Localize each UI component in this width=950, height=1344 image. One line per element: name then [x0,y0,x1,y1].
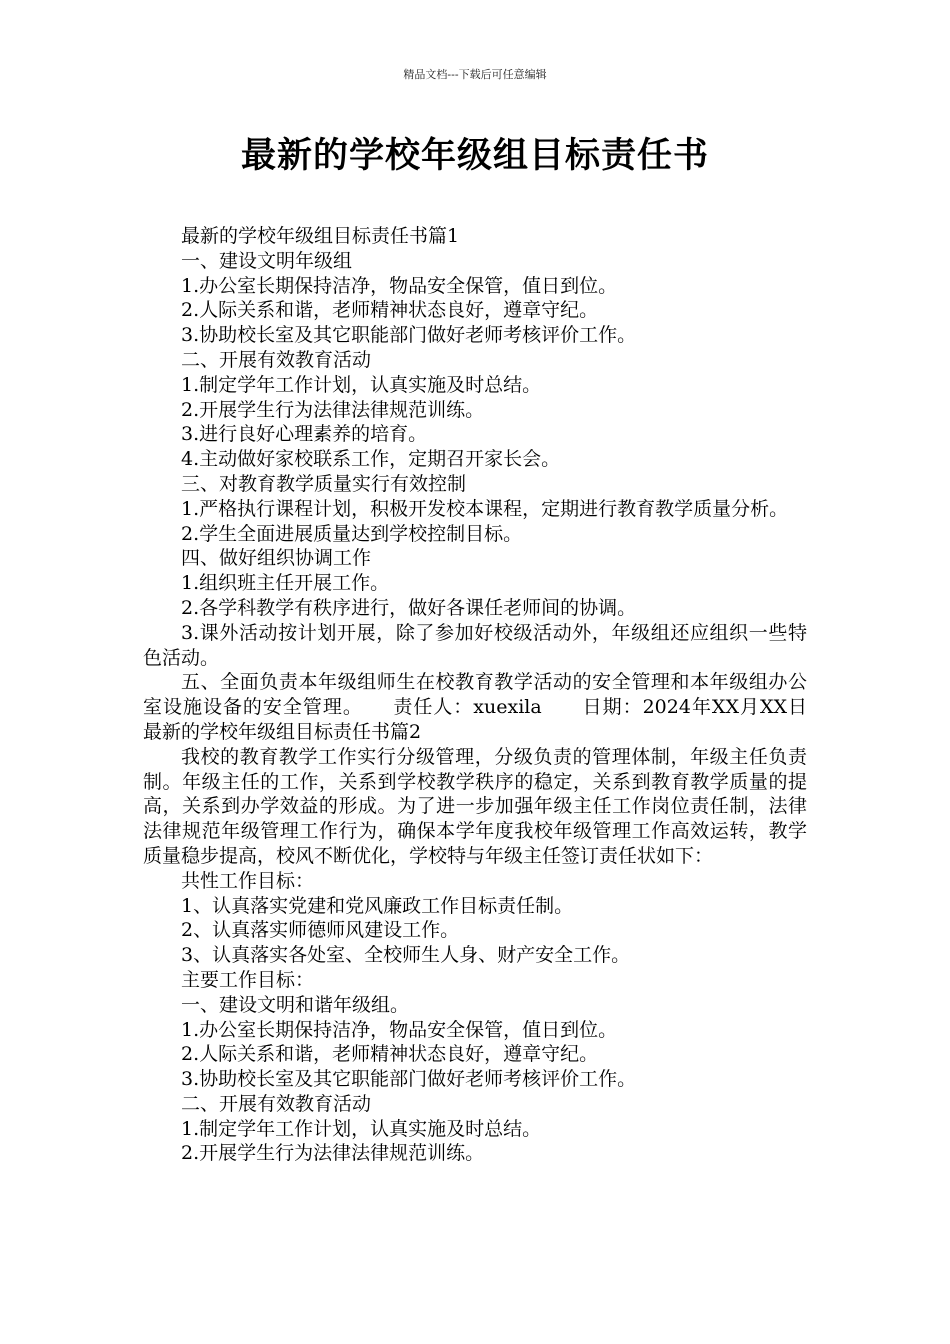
paragraph-item: 3.协助校长室及其它职能部门做好老师考核评价工作。 [181,324,637,347]
paragraph-item: 2.开展学生行为法律法律规范训练。 [181,1142,485,1165]
paragraph-item: 1.办公室长期保持洁净，物品安全保管，值日到位。 [181,1018,618,1041]
paragraph-heading: 二、开展有效教育活动 [181,348,372,371]
paragraph-item: 3、认真落实各处室、全校师生人身、财产安全工作。 [181,944,631,967]
paragraph-item: 3.进行良好心理素养的培育。 [181,423,428,446]
paragraph-item: 2.学生全面进展质量达到学校控制目标。 [181,522,523,545]
page-header: 精品文档---下载后可任意编辑 [403,68,547,81]
paragraph-item: 2、认真落实师德师风建设工作。 [181,919,460,942]
paragraph-item: 1、认真落实党建和党风廉政工作目标责任制。 [181,894,574,917]
paragraph-heading: 二、开展有效教育活动 [181,1092,372,1115]
paragraph-item: 2.各学科教学有秩序进行，做好各课任老师间的协调。 [181,596,637,619]
paragraph-item: 2.人际关系和谐，老师精神状态良好，遵章守纪。 [181,299,599,322]
document-body [143,224,846,1166]
paragraph-signature: 五、全面负责本年级组师生在校教育教学活动的安全管理和本年级组办公室设施设备的安全管理。 责任人：xuexila 日期：2024年XX月XX日 最新的学校年级组目标责任书篇2 [143,671,846,743]
paragraph-item: 1.制定学年工作计划，认真实施及时总结。 [181,1117,542,1140]
paragraph-item: 2.开展学生行为法律法律规范训练。 [181,398,485,421]
paragraph-item: 1.组织班主任开展工作。 [181,572,390,595]
paragraph-item: 1.制定学年工作计划，认真实施及时总结。 [181,373,542,396]
paragraph-item: 1.严格执行课程计划，积极开发校本课程，定期进行教育教学质量分析。 [181,497,789,520]
paragraph-section-heading: 最新的学校年级组目标责任书篇1 [181,225,460,247]
paragraph-item: 3.课外活动按计划开展，除了参加好校级活动外，年级组还应组织一些特色活动。 [143,621,807,669]
document-title: 最新的学校年级组目标责任书 [240,136,709,176]
paragraph-item: 1.办公室长期保持洁净，物品安全保管，值日到位。 [181,274,618,297]
paragraph-heading: 三、对教育教学质量实行有效控制 [181,472,467,495]
paragraph-heading: 四、做好组织协调工作 [181,547,372,570]
paragraph-item: 2.人际关系和谐，老师精神状态良好，遵章守纪。 [181,1043,599,1066]
paragraph-item: 4.主动做好家校联系工作，定期召开家长会。 [181,448,561,471]
paragraph-intro: 我校的教育教学工作实行分级管理，分级负责的管理体制，年级主任负责制。年级主任的工作，关系到学校教学秩序的稳定，关系到教育教学质量的提高，关系到办学效益的形成。为了进一步加强年级主任工作岗位责任制，法律法律规范年级管理工作行为，确保本学年度我校年级管理工作高效运转，教学质量稳步提高，校风不断优化，学校特与年级主任签订责任状如下： [143,745,807,867]
paragraph-heading: 一、建设文明和谐年级组。 [181,993,410,1016]
paragraph-heading: 主要工作目标： [181,968,315,991]
paragraph-item: 3.协助校长室及其它职能部门做好老师考核评价工作。 [181,1068,637,1091]
paragraph-heading: 共性工作目标： [181,869,315,892]
paragraph-heading: 一、建设文明年级组 [181,249,353,272]
